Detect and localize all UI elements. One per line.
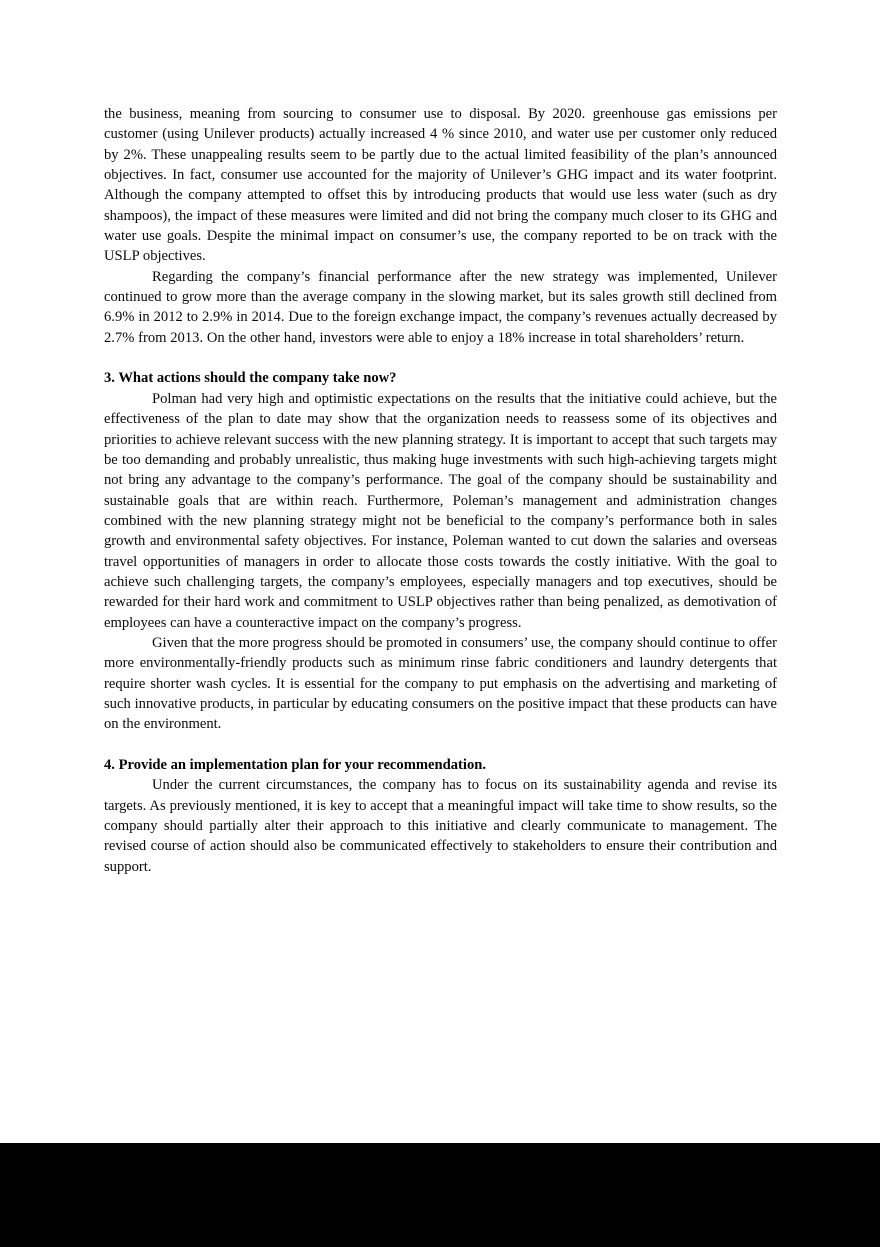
body-paragraph: Regarding the company’s financial performance after the new strategy was implemented, Unilever continued to grow more than the average company in the slowing market, but its sales growth still declined from 6.9% in 2012 to 2.9% in 2014. Due to the foreign exchange impact, the company’s revenues actually decreased by 2.7% from 2013. On the other hand, investors were able to enjoy a 18% increase in total shareholders’ return. [104, 268, 777, 346]
paragraph-spacer [104, 735, 777, 755]
body-paragraph: Given that the more progress should be promoted in consumers’ use, the company should continue to offer more environmentally-friendly products such as minimum rinse fabric conditioners and laundry detergents that require shorter wash cycles. It is essential for the company to put emphasis on the advertising and marketing of such innovative products, in particular by educating consumers on the positive impact that these products can have on the environment. [104, 634, 777, 733]
section-heading-3: 3. What actions should the company take now? [104, 370, 397, 387]
section-heading-4: 4. Provide an implementation plan for your recommendation. [104, 757, 487, 773]
body-paragraph: the business, meaning from sourcing to consumer use to disposal. By 2020. greenhouse gas emissions per customer (using Unilever products) actually increased 4 % since 2010, and water use per customer only reduced by 2%. These unappealing results seem to be partly due to the actual limited feasibility of the plan’s announced objectives. In fact, consumer use accounted for the majority of Unilever’s GHG impact and its water footprint. Although the company attempted to offset this by introducing products that would use less water (such as dry shampoos), the impact of these measures were limited and did not bring the company much closer to its GHG and water use goals. Despite the minimal impact on consumer’s use, the company reported to be on track with the USLP objectives. [104, 106, 777, 265]
document-text-column [104, 104, 777, 877]
body-paragraph: Under the current circumstances, the company has to focus on its sustainability agenda and revise its targets. As previously mentioned, it is key to accept that a meaningful impact will take time to show results, so the company should partially alter their approach to this initiative and clearly communicate to management. The revised course of action should also be communicated effectively to stakeholders to ensure their contribution and support. [104, 777, 777, 875]
paragraph-spacer [104, 348, 777, 368]
body-paragraph: Polman had very high and optimistic expectations on the results that the initiative could achieve, but the effectiveness of the plan to date may show that the organization needs to reassess some of its objectives and priorities to achieve relevant success with the new planning strategy. It is important to accept that such targets may be too demanding and probably unrealistic, thus making huge investments with such high-achieving targets might not bring any advantage to the company’s performance. The goal of the company should be sustainability and sustainable goals that are within reach. Furthermore, Poleman’s management and administration changes combined with the new planning strategy might not be beneficial to the company’s performance both in sales growth and environmental safety objectives. For instance, Poleman wanted to cut down the salaries and overseas travel opportunities of managers in order to allocate those costs towards the costly initiative. With the goal to achieve such challenging targets, the company’s employees, especially managers and top executives, should be rewarded for their hard work and commitment to USLP objectives rather than being penalized, as demotivation of employees can have a counteractive impact on the company’s progress. [104, 390, 777, 631]
page-bottom-black-band [0, 1143, 880, 1247]
